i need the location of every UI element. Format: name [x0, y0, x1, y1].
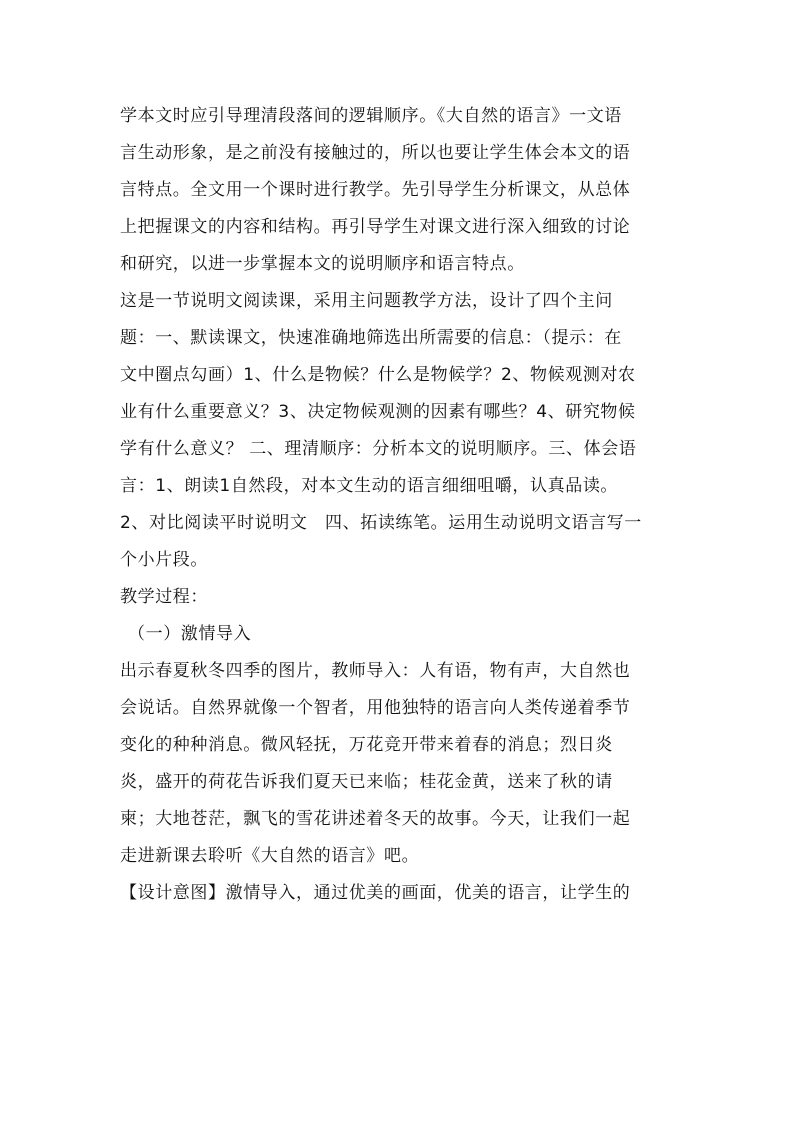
text-line: 学本文时应引导理清段落间的逻辑顺序。《大自然的语言》一文语 — [120, 106, 622, 126]
text-line: 柬；大地苍茫，飘飞的雪花讲述着冬天的故事。今天，让我们一起 — [120, 809, 631, 829]
text-line: 文中圈点勾画）1、什么是物候？什么是物候学？2、物候观测对农 — [120, 365, 636, 385]
text-line: 题：一、默读课文，快速准确地筛选出所需要的信息：（提示：在 — [120, 328, 622, 348]
text-line: 言生动形象，是之前没有接触过的，所以也要让学生体会本文的语 — [120, 143, 631, 163]
text-line: 言特点。全文用一个课时进行教学。先引导学生分析课文，从总体 — [120, 180, 631, 200]
text-line: 2、对比阅读平时说明文 四、拓读练笔。运用生动说明文语言写一 — [120, 513, 642, 533]
text-line: 这是一节说明文阅读课，采用主问题教学方法，设计了四个主问 — [120, 291, 613, 311]
text-line: 言：1、朗读1自然段，对本文生动的语言细细咀嚼，认真品读。 — [120, 476, 619, 496]
text-line: 炎，盛开的荷花告诉我们夏天已来临；桂花金黄，送来了秋的请 — [120, 772, 613, 792]
text-line: 出示春夏秋冬四季的图片，教师导入：人有语，物有声，大自然也 — [120, 661, 631, 681]
text-line: 学有什么意义？ 二、理清顺序：分析本文的说明顺序。三、体会语 — [120, 439, 637, 459]
design-intent-line: 【设计意图】激情导入，通过优美的画面，优美的语言，让学生的 — [120, 883, 631, 903]
text-line: 走进新课去聆听《大自然的语言》吧。 — [120, 846, 420, 866]
text-line: 个小片段。 — [120, 550, 208, 570]
section-label: 教学过程： — [120, 587, 208, 607]
document-body — [120, 98, 680, 912]
section-heading: （一）激情导入 — [128, 624, 252, 644]
text-line: 上把握课文的内容和结构。再引导学生对课文进行深入细致的讨论 — [120, 217, 631, 237]
text-line: 和研究，以进一步掌握本文的说明顺序和语言特点。 — [120, 254, 525, 274]
text-line: 业有什么重要意义？3、决定物候观测的因素有哪些？4、研究物候 — [120, 402, 636, 422]
text-line: 会说话。自然界就像一个智者，用他独特的语言向人类传递着季节 — [120, 698, 631, 718]
text-line: 变化的种种消息。微风轻抚，万花竞开带来着春的消息；烈日炎 — [120, 735, 613, 755]
